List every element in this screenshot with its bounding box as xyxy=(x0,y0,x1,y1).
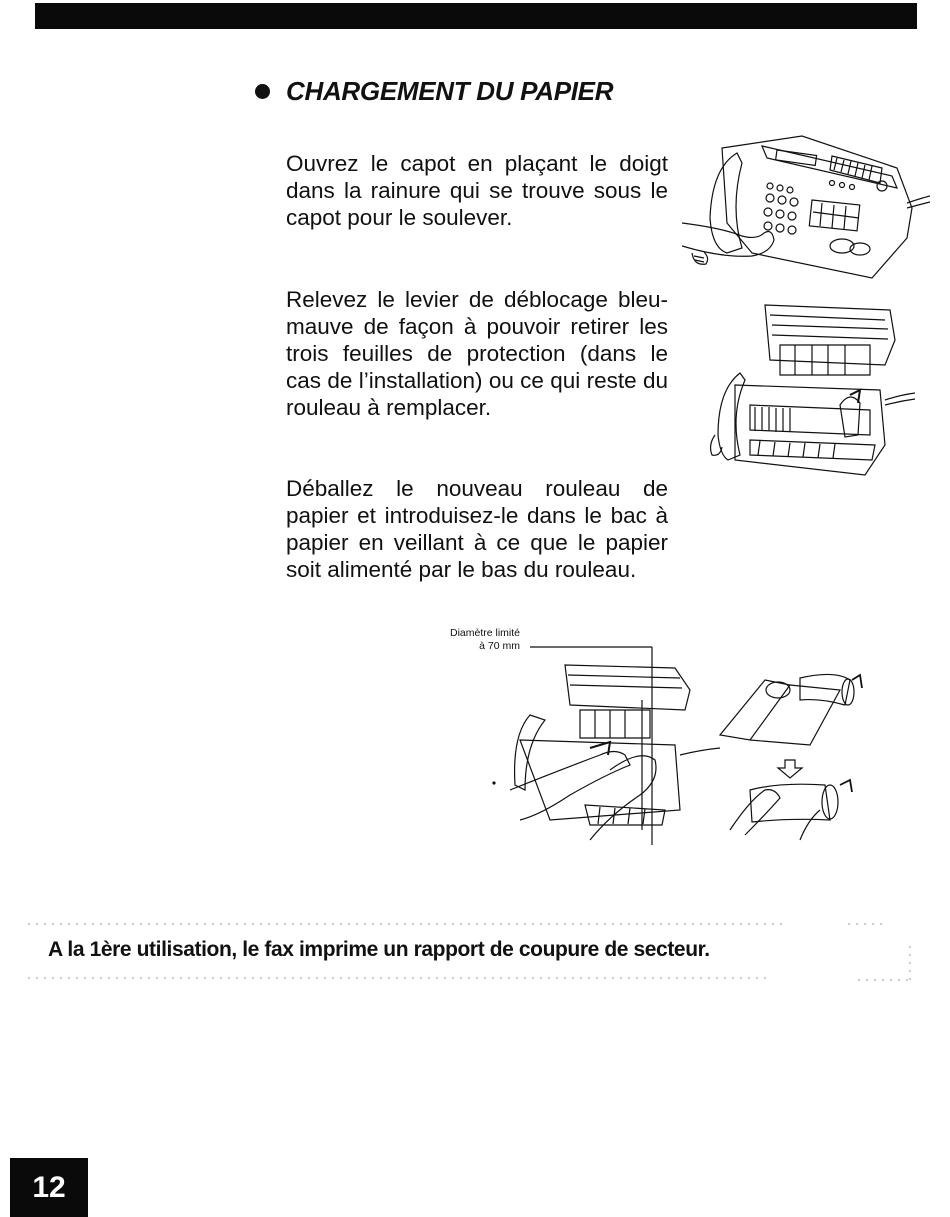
page-number: 12 xyxy=(10,1158,88,1217)
diameter-label-line2: à 70 mm xyxy=(479,640,520,652)
bullet-icon xyxy=(255,84,270,99)
header-bar xyxy=(35,3,917,29)
fax-open-cover-illustration xyxy=(682,128,930,288)
instruction-release-lever: Relevez le levier de déblocage bleu-mauve de façon à pouvoir retirer les trois feuilles de protection (dans le cas de l’installation) ou ce qui reste du rouleau à remplacer. xyxy=(286,287,668,420)
instruction-open-cover: Ouvrez le capot en plaçant le doigt dans la rainure qui se trouve sous le capot pour le soulever. xyxy=(286,151,668,230)
paper-roll-insertion-illustration xyxy=(490,630,870,850)
first-use-note: A la 1ère utilisation, le fax imprime un rapport de coupure de secteur. xyxy=(48,938,710,961)
section-heading xyxy=(255,74,613,108)
fax-release-lever-illustration xyxy=(700,295,920,485)
diameter-label-line1: Diamètre limité xyxy=(449,627,520,639)
diameter-limit-label xyxy=(420,627,520,653)
instruction-insert-roll: Déballez le nouveau rouleau de papier et introduisez-le dans le bac à papier en veillant à ce que le papier soit alimenté par le bas du rouleau. xyxy=(286,476,668,582)
section-title: CHARGEMENT DU PAPIER xyxy=(286,75,614,106)
